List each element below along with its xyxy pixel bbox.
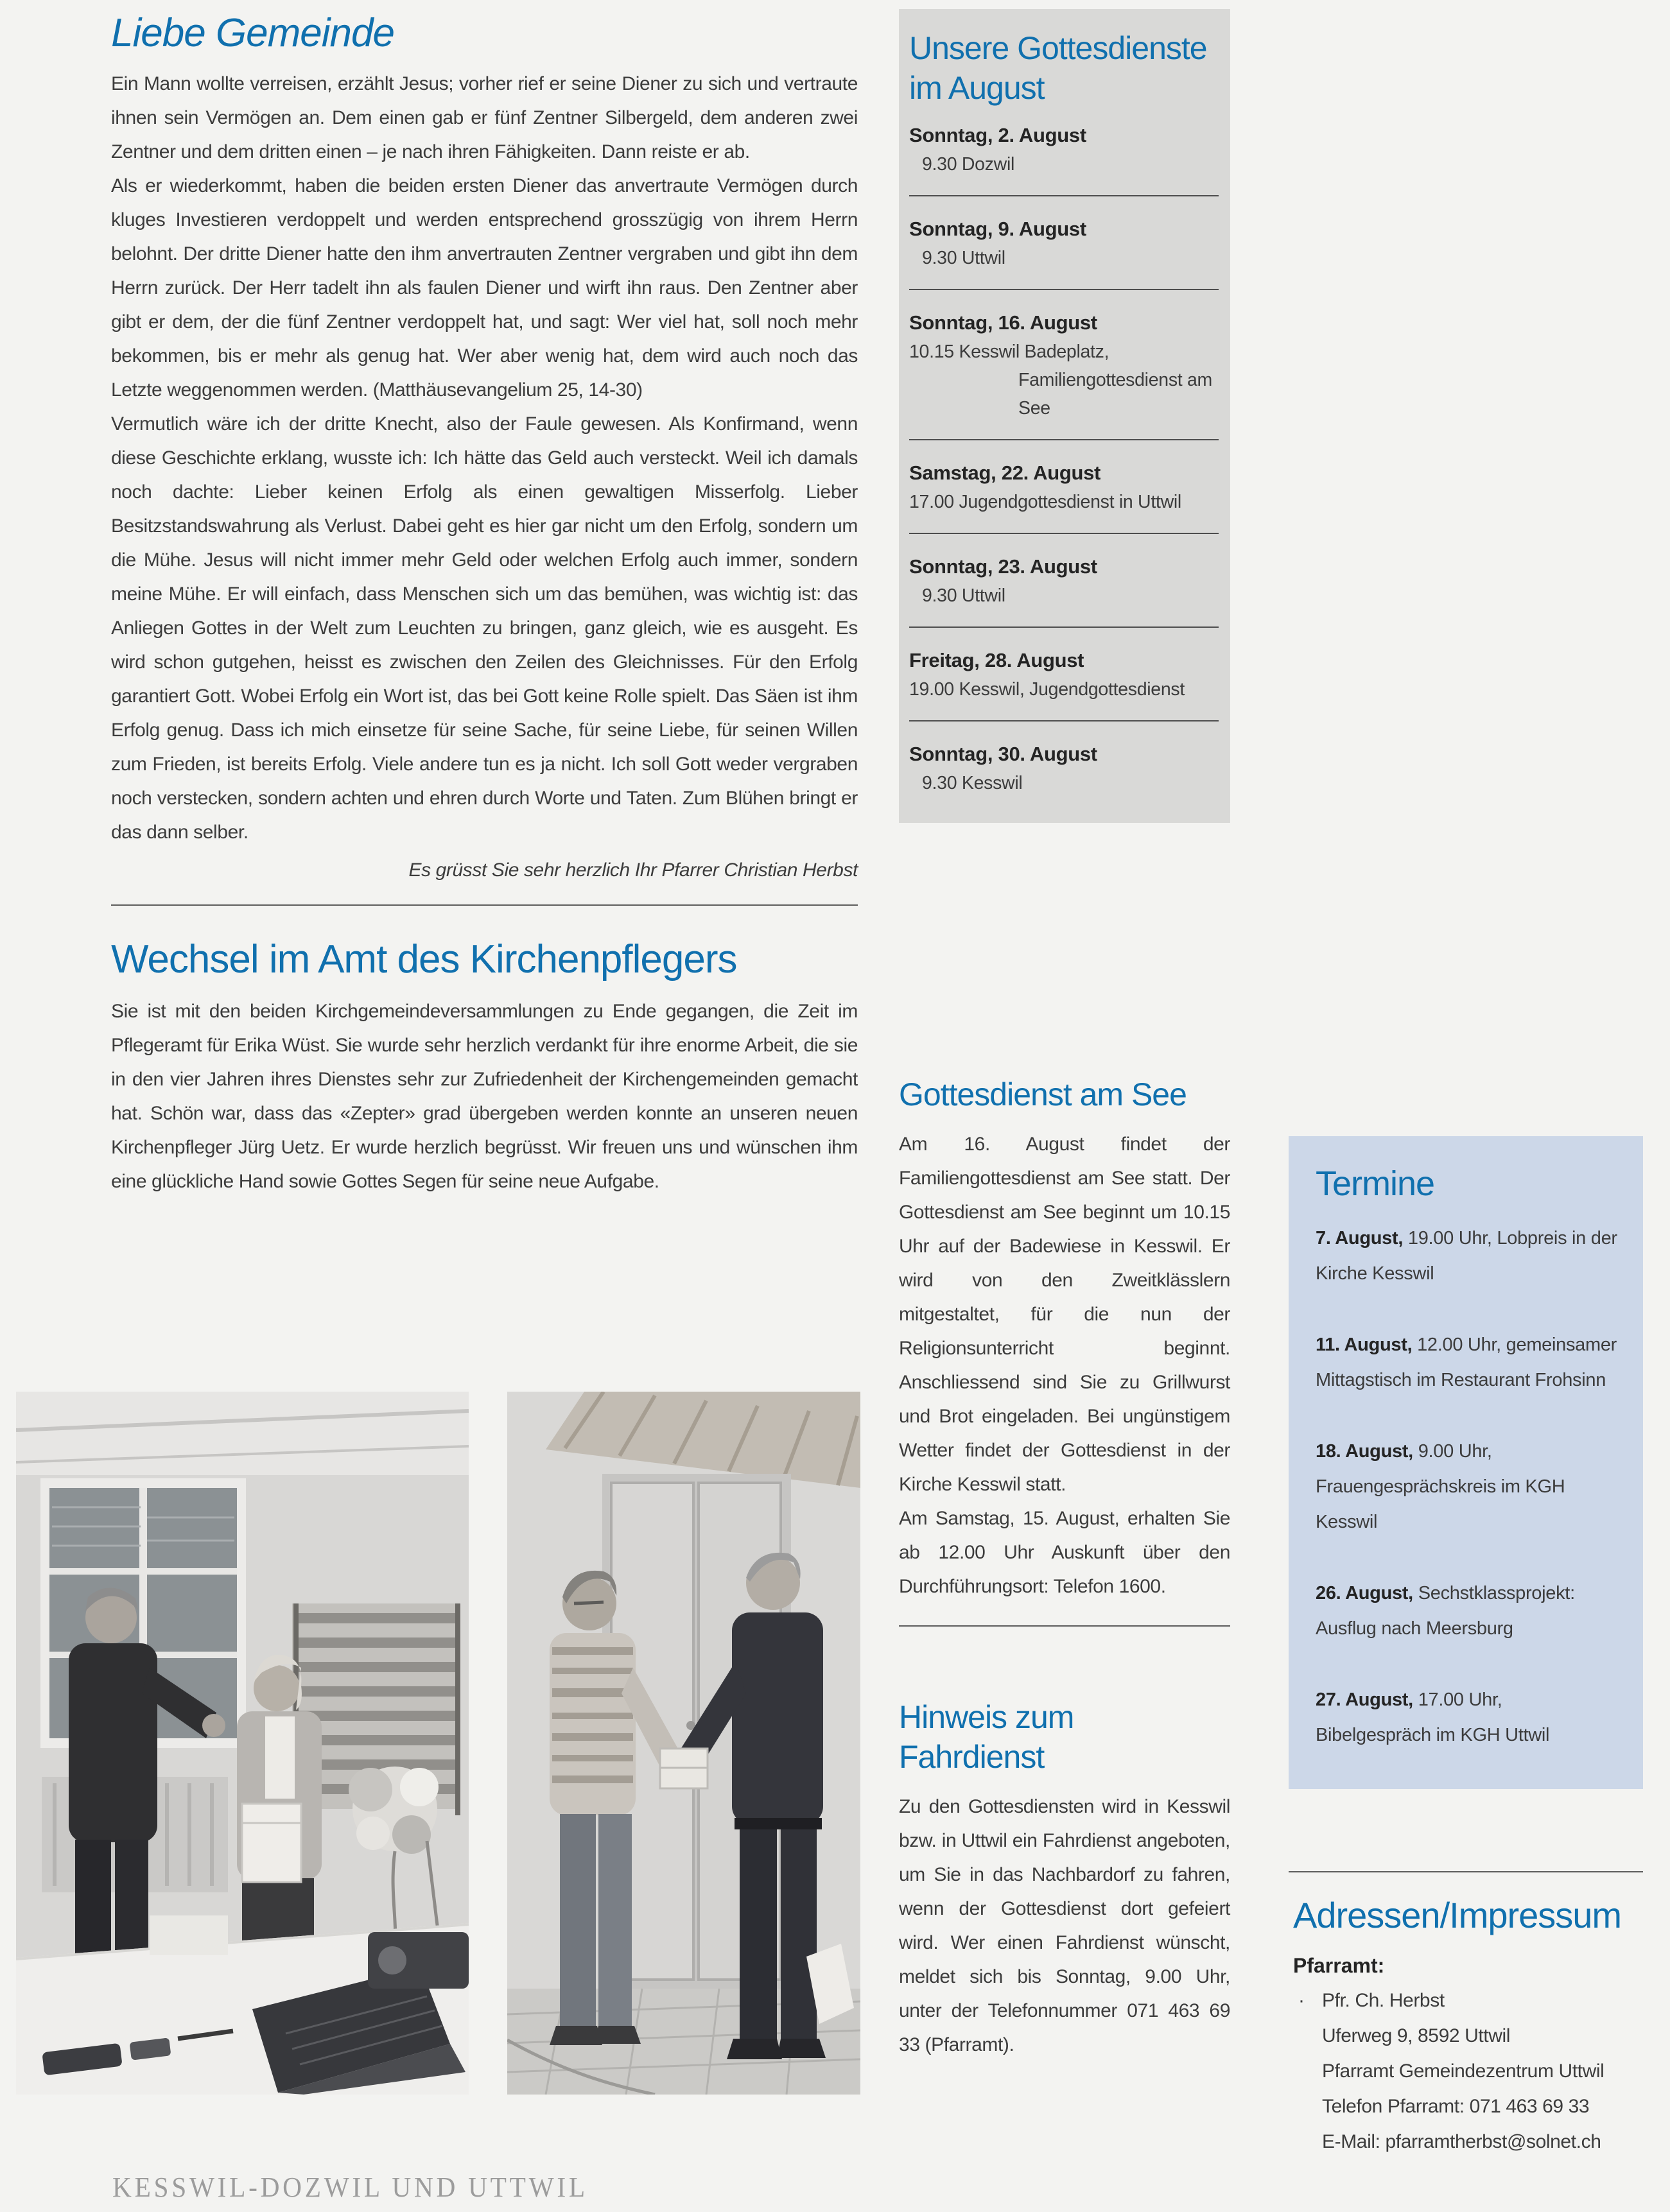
paragraph: Am 16. August findet der Familiengottesdienst am See statt. Der Gottesdienst am See beginnt um 10.15 Uhr auf der Badewiese in Kesswil. Er wird von den Zweitklässlern mitgestaltet, für die nun der Religionsunterricht beginnt. Anschliessend sind Sie zu Grillwurst und Brot eingeladen. Bei ungünstigem Wetter findet der Gottesdienst in der Kirche Kesswil statt. [899, 1134, 1230, 1495]
paragraph: Ein Mann wollte verreisen, erzählt Jesus; vorher rief er seine Diener zu sich und vertraute ihnen sein Vermögen an. Dem einen gab er fünf Zentner Silbergeld, dem anderen zwei Zentner und dem dritten einen – je nach ihren Fähigkeiten. Dann reiste er ab. [111, 73, 858, 162]
service-entry [909, 121, 1219, 196]
termin-date: 27. August, [1316, 1689, 1413, 1710]
fahrdienst-title-line1: Hinweis zum [899, 1699, 1074, 1735]
service-date: Sonntag, 2. August [909, 124, 1086, 146]
termin-entry [1316, 1576, 1617, 1646]
termin-text: Sechstklassprojekt: Ausflug nach Meersburg [1316, 1583, 1575, 1639]
service-entry [909, 308, 1219, 440]
left-column [111, 10, 858, 1198]
termin-text: 9.00 Uhr, Frauengesprächskreis im KGH Kesswil [1316, 1441, 1565, 1532]
liebe-gemeinde-title: Liebe Gemeinde [111, 11, 394, 55]
address-line [1293, 1983, 1643, 2018]
adressen-impressum-section [1289, 1894, 1643, 2159]
service-entry [909, 214, 1219, 290]
wechsel-body [111, 994, 858, 1198]
fahrdienst-section [899, 1697, 1230, 2062]
termin-date: 18. August, [1316, 1441, 1413, 1462]
photo-farewell-erika-wuest [16, 1392, 469, 2095]
termin-entry [1316, 1434, 1617, 1540]
termine-box [1289, 1136, 1643, 1789]
adressen-list [1293, 1983, 1643, 2159]
section-divider [111, 904, 858, 906]
service-entry [909, 552, 1219, 628]
service-date: Sonntag, 9. August [909, 218, 1086, 240]
adressen-title: Adressen/Impressum [1293, 1895, 1622, 1935]
photo-handover-juerg-uetz [507, 1392, 860, 2095]
termin-entry [1316, 1682, 1617, 1753]
gottesdienste-title-line2: im August [909, 70, 1045, 106]
address-text: Telefon Pfarramt: 071 463 69 33 [1322, 2096, 1590, 2117]
termin-text: 19.00 Uhr, Lobpreis in der Kirche Kesswil [1316, 1228, 1617, 1284]
termin-text: 12.00 Uhr, gemeinsamer Mittagstisch im Restaurant Frohsinn [1316, 1335, 1617, 1390]
liebe-gemeinde-body [111, 67, 858, 849]
address-text: Uferweg 9, 8592 Uttwil [1322, 2025, 1511, 2046]
gottesdienst-am-see-title: Gottesdienst am See [899, 1076, 1187, 1112]
address-text: Pfarramt Gemeindezentrum Uttwil [1322, 2061, 1605, 2082]
address-line [1293, 2089, 1643, 2124]
footer-region-label: KESSWIL-DOZWIL UND UTTWIL [112, 2172, 588, 2203]
service-date: Freitag, 28. August [909, 649, 1084, 671]
address-line [1293, 2053, 1643, 2089]
service-details: 17.00 Jugendgottesdienst in Uttwil [909, 492, 1181, 512]
service-entry [909, 739, 1219, 801]
paragraph: Als er wiederkommt, haben die beiden ersten Diener das anvertraute Vermögen durch kluges Investieren verdoppelt und werden entsprechend grosszügig von ihrem Herrn belohnt. Der dritte Diener hatte den ihm anvertrauten Zentner vergraben und gibt ihn dem Herrn zurück. Der Herr tadelt ihn als faulen Diener und wirft ihn raus. Den Zentner aber gibt er dem, der die fünf Zentner verdoppelt hat, und sagt: Wer viel hat, soll noch mehr bekommen, bis er mehr als genug hat. Wer aber wenig hat, dem wird auch noch das Letzte weggenommen werden. (Matthäusevangelium 25, 14-30) [111, 175, 858, 401]
service-entry [909, 458, 1219, 534]
service-details: 9.30 Uttwil [922, 248, 1005, 268]
service-details: 10.15 Kesswil Badeplatz, Familiengottesdienst am See [909, 341, 1212, 419]
address-text: E-Mail: pfarramtherbst@solnet.ch [1322, 2131, 1601, 2152]
service-details: 19.00 Kesswil, Jugendgottesdienst [909, 679, 1185, 700]
termin-text: 17.00 Uhr, Bibelgespräch im KGH Uttwil [1316, 1689, 1550, 1745]
service-date: Sonntag, 23. August [909, 555, 1097, 578]
gottesdienste-list [909, 121, 1219, 801]
address-line [1293, 2124, 1643, 2159]
termine-list [1316, 1221, 1617, 1753]
gottesdienste-title [909, 28, 1222, 108]
termin-entry [1316, 1221, 1617, 1292]
termin-entry [1316, 1327, 1617, 1398]
termin-date: 26. August, [1316, 1583, 1413, 1603]
service-entry [909, 646, 1219, 721]
termin-date: 11. August, [1316, 1335, 1413, 1355]
signature-line: Es grüsst Sie sehr herzlich Ihr Pfarrer Christian Herbst [408, 860, 858, 881]
paragraph: Vermutlich wäre ich der dritte Knecht, also der Faule gewesen. Als Konfirmand, wenn diese Geschichte erklang, wusste ich: Ich hätte das Geld auch versteckt. Weil ich damals noch dachte: Lieber keinen Erfolg als einen gewaltigen Misserfolg. Lieber Besitzstandswahrung als Verlust. Dabei geht es hier gar nicht um den Erfolg, sondern um die Mühe. Jesus will nicht immer mehr Geld oder welchen Erfolg auch immer, sondern meine Mühe. Er will einfach, dass Menschen sich um das bemühen, was wichtig ist: das Anliegen Gottes in der Welt zum Leuchten zu bringen, ganz gleich, wie es ausgeht. Es wird schon gutgehen, heisst es zwischen den Zeilen des Gleichnisses. Für den Erfolg garantiert Gott. Wobei Erfolg ein Wort ist, das bei Gott keine Rolle spielt. Das Säen ist ihm Erfolg genug. Dass ich mich einsetze für seine Sache, für seine Liebe, für seinen Willen zum Frieden, ist bereits Erfolg. Viele andere tun es ja nicht. Ich soll Gott weder vergraben noch verstecken, sondern achten und ehren durch Worte und Taten. Zum Blühen bringt er das dann selber. [111, 413, 858, 843]
service-date: Samstag, 22. August [909, 462, 1101, 484]
paragraph: Sie ist mit den beiden Kirchgemeindeversammlungen zu Ende gegangen, die Zeit im Pflegeramt für Erika Wüst. Sie wurde sehr herzlich verdankt für ihre enorme Arbeit, die sie in den vier Jahren ihres Dienstes sehr zur Zufriedenheit der Kirchengemeinden gemacht hat. Schön war, dass das «Zepter» grad übergeben werden konnte an unseren neuen Kirchenpfleger Jürg Uetz. Er wurde herzlich begrüsst. Wir freuen uns und wünschen ihm eine glückliche Hand sowie Gottes Segen für seine neue Aufgabe. [111, 1001, 858, 1192]
paragraph: Am Samstag, 15. August, erhalten Sie ab 12.00 Uhr Auskunft über den Durchführungsort: Telefon 1600. [899, 1508, 1230, 1597]
section-divider [1289, 1871, 1643, 1872]
address-line [1293, 2018, 1643, 2053]
bullet-glyph: · [1298, 1990, 1305, 2011]
gottesdienst-am-see-section [899, 1075, 1230, 1627]
fahrdienst-body [899, 1790, 1230, 2062]
gottesdienste-title-line1: Unsere Gottesdienste [909, 30, 1207, 66]
address-text: Pfr. Ch. Herbst [1322, 1990, 1445, 2011]
termin-date: 7. August, [1316, 1228, 1404, 1249]
middle-column [899, 9, 1230, 2062]
service-date: Sonntag, 30. August [909, 743, 1097, 765]
service-details: 9.30 Uttwil [922, 585, 1005, 606]
gottesdienste-box [899, 9, 1230, 823]
service-date: Sonntag, 16. August [909, 311, 1097, 334]
service-details: 9.30 Kesswil [922, 773, 1023, 793]
termine-title: Termine [1316, 1164, 1435, 1203]
service-details: 9.30 Dozwil [922, 154, 1015, 175]
wechsel-title: Wechsel im Amt des Kirchenpflegers [111, 937, 737, 981]
fahrdienst-title-line2: Fahrdienst [899, 1739, 1045, 1775]
right-column [1289, 1136, 1643, 2159]
paragraph: Zu den Gottesdiensten wird in Kesswil bzw. in Uttwil ein Fahrdienst angeboten, um Sie in das Nachbardorf zu fahren, wenn der Gottesdienst dort gefeiert wird. Wer einen Fahrdienst wünscht, meldet sich bis Sonntag, 9.00 Uhr, unter der Telefonnummer 071 463 69 33 (Pfarramt). [899, 1796, 1230, 2055]
fahrdienst-title [899, 1697, 1230, 1777]
pfarramt-label: Pfarramt: [1293, 1954, 1385, 1977]
section-divider [899, 1625, 1230, 1627]
gottesdienst-am-see-body [899, 1127, 1230, 1603]
